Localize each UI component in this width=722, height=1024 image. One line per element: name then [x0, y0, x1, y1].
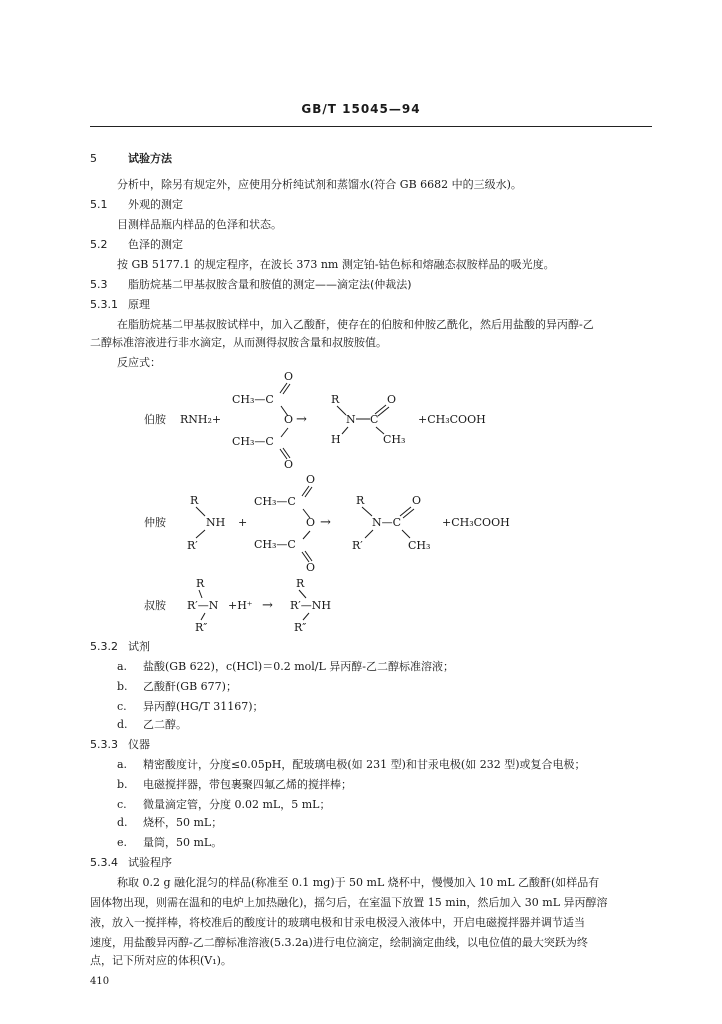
- double-bond: [375, 405, 386, 414]
- double-bond: [302, 486, 309, 496]
- secondary-amine-reaction: [144, 473, 510, 574]
- standard-code-header: GB/T 15045—94: [301, 102, 421, 116]
- anhydride-bottom: CH₃—C: [254, 538, 296, 551]
- item-text: 乙酸酐(GB 677)；: [143, 680, 237, 693]
- section-number: 5: [90, 152, 97, 165]
- bond: [281, 428, 288, 437]
- bond: [342, 427, 348, 434]
- reagent-item: [117, 716, 187, 732]
- section-number: 5.3.1: [90, 298, 118, 311]
- instrument-item: [117, 776, 352, 792]
- carbonyl-oxygen: O: [306, 473, 316, 486]
- item-marker: d.: [117, 718, 128, 731]
- section-5-intro: 分析中，除另有规定外，应使用分析纯试剂和蒸馏水(符合 GB 6682 中的三级水)。: [117, 178, 522, 191]
- product-r-prime-nh: R′—NH: [290, 599, 331, 612]
- procedure-line: 固体物出现，则需在温和的电炉上加热融化)，摇匀后，在室温下放置 15 min，然后加入 30 mL 异丙醇溶: [90, 896, 608, 909]
- double-bond: [378, 407, 389, 416]
- section-number: 5.3: [90, 278, 108, 291]
- reactant-amine: RNH₂+: [180, 413, 222, 426]
- reactant-r: R: [190, 494, 199, 507]
- carbonyl-oxygen: O: [284, 370, 294, 383]
- reaction-arrow: →: [296, 412, 307, 427]
- section-title: 脂肪烷基二甲基叔胺含量和胺值的测定——滴定法(仲裁法): [128, 278, 412, 291]
- reactant-r-prime: R′: [187, 539, 198, 552]
- instrument-item: [117, 834, 222, 850]
- bond: [199, 590, 202, 598]
- carbonyl-oxygen: O: [306, 561, 316, 574]
- item-text: 微量滴定管，分度 0.02 mL，5 mL；: [143, 798, 331, 811]
- reactant-r-double-prime: R″: [195, 621, 208, 634]
- product-ch3: CH₃: [383, 433, 406, 446]
- section-title: 试验程序: [128, 856, 172, 869]
- item-text: 精密酸度计，分度≤0.05pH，配玻璃电极(如 231 型)和甘汞电极(如 232 型)或复合电极；: [143, 758, 586, 771]
- plus-proton: +H⁺: [228, 599, 253, 612]
- item-marker: a.: [117, 758, 128, 771]
- product-ch3: CH₃: [408, 539, 431, 552]
- item-marker: b.: [117, 680, 128, 693]
- product-h: H: [331, 433, 341, 446]
- anhydride-bottom: CH₃—C: [232, 435, 274, 448]
- section-5-2-text: 按 GB 5177.1 的规定程序，在波长 373 nm 测定铂-钴色标和熔融态叔胺样品的吸光度。: [117, 258, 555, 271]
- bond: [201, 613, 205, 620]
- double-bond: [403, 509, 414, 518]
- section-5-3-2-heading: [90, 638, 150, 654]
- product-o: O: [387, 393, 397, 406]
- bond: [362, 507, 372, 516]
- bond: [299, 590, 306, 598]
- reaction-name: 仲胺: [144, 516, 166, 529]
- item-marker: a.: [117, 660, 128, 673]
- reactant-r-prime-n: R′—N: [187, 599, 219, 612]
- item-text: 盐酸(GB 622)，c(HCl)＝0.2 mol/L 异丙醇-乙二醇标准溶液；: [143, 660, 455, 673]
- procedure-line: 点，记下所对应的体积(V₁)。: [90, 954, 232, 967]
- reaction-arrow: →: [320, 515, 331, 530]
- item-marker: c.: [117, 798, 127, 811]
- item-text: 电磁搅拌器，带包裹聚四氟乙烯的搅拌棒；: [143, 778, 352, 791]
- double-bond: [280, 383, 287, 393]
- primary-amine-reaction: [144, 370, 486, 471]
- double-bond: [283, 384, 290, 394]
- product-n-c: N—C: [372, 516, 402, 529]
- section-title: 仪器: [128, 738, 150, 751]
- reagent-item: [117, 678, 237, 694]
- principle-line-2: 二醇标准溶液进行非水滴定，从而测得叔胺含量和叔胺胺值。: [90, 336, 387, 349]
- anhydride-top: CH₃—C: [232, 393, 274, 406]
- anhydride-top: CH₃—C: [254, 495, 296, 508]
- bond: [196, 530, 205, 538]
- section-number: 5.3.3: [90, 738, 118, 751]
- section-number: 5.3.4: [90, 856, 118, 869]
- item-text: 异丙醇(HG/T 31167)；: [143, 700, 264, 713]
- section-number: 5.1: [90, 198, 108, 211]
- item-marker: e.: [117, 836, 128, 849]
- bridge-oxygen: O: [284, 413, 294, 426]
- principle-line-1: 在脂肪烷基二甲基叔胺试样中，加入乙酸酐，使存在的伯胺和仲胺乙酰化，然后用盐酸的异丙醇-乙: [117, 318, 594, 331]
- reagent-item: [117, 658, 454, 674]
- double-bond: [305, 487, 312, 497]
- item-marker: d.: [117, 816, 128, 829]
- reaction-label: 反应式：: [117, 356, 161, 369]
- reactant-r: R: [196, 577, 205, 590]
- bond: [402, 530, 410, 538]
- tertiary-amine-reaction: [144, 577, 331, 634]
- section-5-1-text: 目测样品瓶内样品的色泽和状态。: [117, 218, 282, 231]
- bridge-oxygen: O: [306, 516, 316, 529]
- section-title: 试剂: [128, 640, 150, 653]
- section-title: 色泽的测定: [128, 238, 183, 251]
- bond: [337, 406, 346, 415]
- section-number: 5.2: [90, 238, 108, 251]
- item-marker: b.: [117, 778, 128, 791]
- byproduct: +CH₃COOH: [418, 413, 486, 426]
- item-text: 烧杯，50 mL；: [143, 816, 223, 829]
- product-r-double-prime: R″: [294, 621, 307, 634]
- reactant-nh: NH: [206, 516, 226, 529]
- section-5-3-4-heading: [90, 854, 172, 870]
- product-r: R: [356, 494, 365, 507]
- bond: [303, 613, 309, 620]
- reaction-name: 叔胺: [144, 599, 166, 612]
- item-text: 量筒，50 mL。: [143, 836, 223, 849]
- product-o: O: [412, 494, 422, 507]
- product-r: R: [331, 393, 340, 406]
- page-number: 410: [90, 976, 110, 987]
- instrument-item: [117, 814, 222, 830]
- product-r: R: [296, 577, 305, 590]
- reagent-item: [117, 698, 264, 714]
- reaction-name: 伯胺: [144, 413, 166, 426]
- double-bond: [400, 507, 411, 516]
- item-text: 乙二醇。: [143, 718, 187, 731]
- item-marker: c.: [117, 700, 127, 713]
- section-title: 试验方法: [128, 152, 172, 165]
- instrument-item: [117, 756, 586, 772]
- plus-sign: +: [238, 516, 248, 529]
- instrument-item: [117, 796, 330, 812]
- section-title: 原理: [128, 298, 150, 311]
- procedure-line: 速度，用盐酸异丙醇-乙二醇标准溶液(5.3.2a)进行电位滴定，绘制滴定曲线，以电位值的最大突跃为终: [90, 936, 588, 949]
- byproduct: +CH₃COOH: [442, 516, 510, 529]
- reaction-arrow: →: [262, 598, 273, 613]
- bond: [365, 530, 373, 538]
- section-title: 外观的测定: [128, 198, 183, 211]
- section-5-3-3-heading: [90, 736, 150, 752]
- bond: [196, 507, 205, 516]
- product-r-prime: R′: [352, 539, 363, 552]
- carbonyl-oxygen: O: [284, 458, 294, 471]
- product-n: N: [346, 413, 356, 426]
- procedure-line: 液，放入一搅拌棒，将校准后的酸度计的玻璃电极和甘汞电极浸入液体中，开启电磁搅拌器并调节适当: [90, 916, 585, 929]
- product-c: C: [370, 413, 379, 426]
- section-number: 5.3.2: [90, 640, 118, 653]
- double-bond: [283, 448, 290, 458]
- double-bond: [305, 551, 312, 561]
- bond: [303, 531, 310, 539]
- procedure-line: 称取 0.2 g 融化混匀的样品(称准至 0.1 mg)于 50 mL 烧杯中，慢慢加入 10 mL 乙酸酐(如样品有: [117, 876, 600, 889]
